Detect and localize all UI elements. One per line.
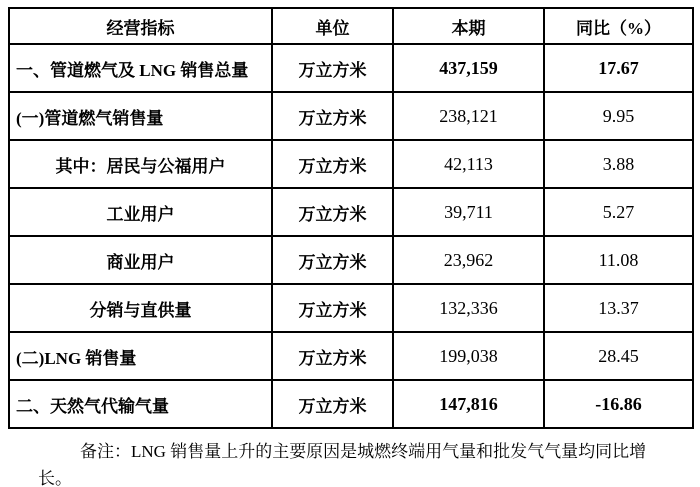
unit-cell: 万立方米	[272, 140, 393, 188]
indicator-label: 工业用户	[9, 188, 272, 236]
table-row-industrial-users	[9, 188, 693, 236]
table-row-distribution-direct-supply	[9, 284, 693, 332]
indicator-label: 商业用户	[9, 236, 272, 284]
current-value: 42,113	[393, 140, 544, 188]
yoy-value: -16.86	[544, 380, 693, 428]
indicator-label: 一、管道燃气及 LNG 销售总量	[9, 44, 272, 92]
yoy-value: 17.67	[544, 44, 693, 92]
current-value: 132,336	[393, 284, 544, 332]
unit-cell: 万立方米	[272, 44, 393, 92]
unit-cell: 万立方米	[272, 284, 393, 332]
header-unit: 单位	[272, 8, 393, 44]
operating-indicators-table	[8, 7, 694, 429]
table-row-pipeline-gas-sales	[9, 92, 693, 140]
yoy-value: 13.37	[544, 284, 693, 332]
table-header-row	[9, 8, 693, 44]
current-value: 199,038	[393, 332, 544, 380]
table-row-total-pipeline-lng	[9, 44, 693, 92]
yoy-value: 28.45	[544, 332, 693, 380]
current-value: 147,816	[393, 380, 544, 428]
header-current-period: 本期	[393, 8, 544, 44]
unit-cell: 万立方米	[272, 188, 393, 236]
footnote-remark: 备注：LNG 销售量上升的主要原因是城燃终端用气量和批发气气量均同比增长。	[38, 442, 647, 487]
table-row-residential-public-users	[9, 140, 693, 188]
indicator-label: (二)LNG 销售量	[9, 332, 272, 380]
yoy-value: 3.88	[544, 140, 693, 188]
unit-cell: 万立方米	[272, 236, 393, 284]
unit-cell: 万立方米	[272, 332, 393, 380]
current-value: 238,121	[393, 92, 544, 140]
current-value: 437,159	[393, 44, 544, 92]
indicator-label: 分销与直供量	[9, 284, 272, 332]
indicator-label: (一)管道燃气销售量	[9, 92, 272, 140]
table-row-commercial-users	[9, 236, 693, 284]
header-yoy-percent: 同比（%）	[544, 8, 693, 44]
yoy-value: 5.27	[544, 188, 693, 236]
table-row-natural-gas-transmission	[9, 380, 693, 428]
unit-cell: 万立方米	[272, 92, 393, 140]
yoy-value: 9.95	[544, 92, 693, 140]
indicator-label: 二、天然气代输气量	[9, 380, 272, 428]
indicator-label: 其中：居民与公福用户	[9, 140, 272, 188]
unit-cell: 万立方米	[272, 380, 393, 428]
table-row-lng-sales	[9, 332, 693, 380]
current-value: 39,711	[393, 188, 544, 236]
current-value: 23,962	[393, 236, 544, 284]
header-indicator: 经营指标	[9, 8, 272, 44]
yoy-value: 11.08	[544, 236, 693, 284]
